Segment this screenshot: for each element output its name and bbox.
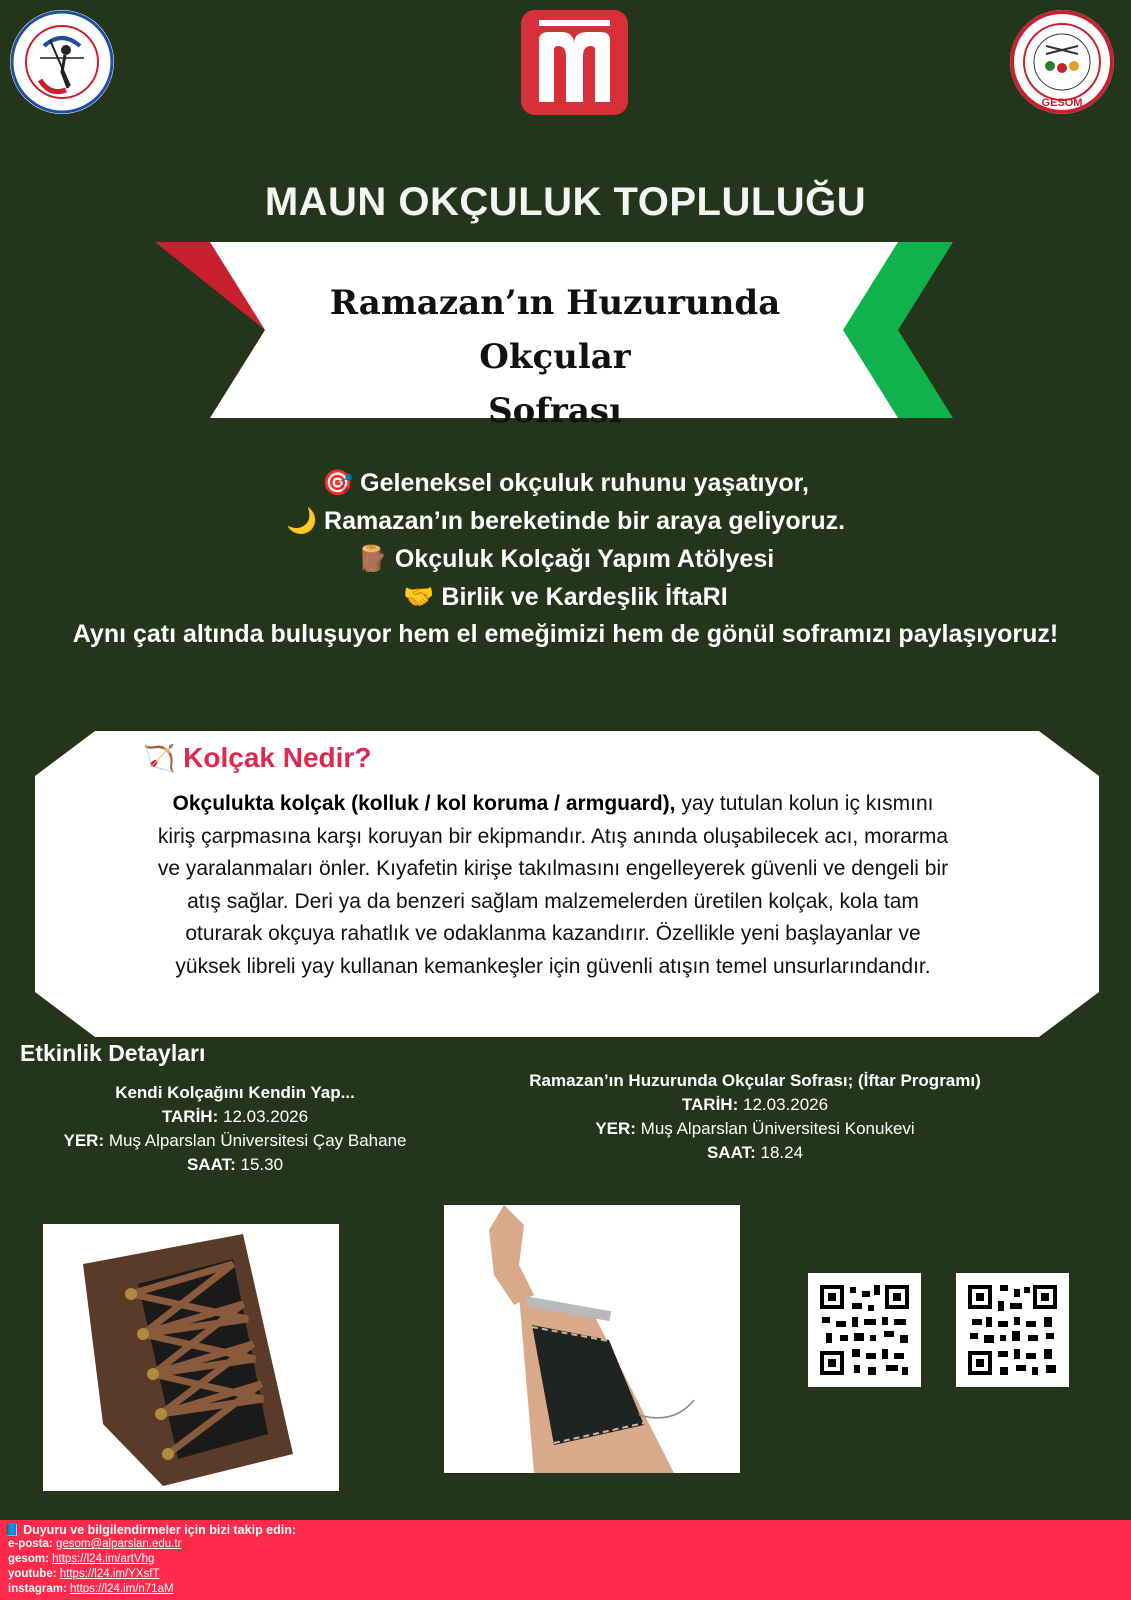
gesom-link[interactable]: https://l24.im/artVhg [52, 1553, 155, 1565]
event-place: Muş Alparslan Üniversitesi Konukevi [640, 1119, 915, 1138]
intro-line: 🎯 Geleneksel okçuluk ruhunu yaşatıyor, [322, 468, 809, 497]
intro-line: 🤝 Birlik ve Kardeşlik İftaRI [403, 582, 728, 611]
crescent-moon-icon: 🌙 [285, 506, 318, 535]
intro-line: 🪵 Okçuluk Kolçağı Yapım Atölyesi [356, 544, 775, 573]
handshake-icon: 🤝 [403, 582, 435, 611]
event-date: 12.03.2026 [222, 1107, 309, 1126]
event-iftar: Ramazan’ın Huzurunda Okçular Sofrası; (İftar Programı) TARİH: 12.03.2026 YER: Muş Alparslan Üniversitesi Konukevi SAAT: 18.24 [505, 1069, 1005, 1165]
event-date: 12.03.2026 [742, 1095, 829, 1114]
qr-code[interactable] [808, 1273, 921, 1387]
event-time: 15.30 [240, 1155, 284, 1174]
qr-code[interactable] [956, 1273, 1069, 1387]
intro-line: 🌙 Ramazan’ın bereketinde bir araya geliyoruz. [285, 506, 846, 535]
info-title: 🏹 Kolçak Nedir? [143, 742, 372, 774]
youtube-link[interactable]: https://l24.im/YXsfT [59, 1568, 160, 1580]
event-title: Ramazan’ın Huzurunda Okçular Sofrası; (İftar Programı) [529, 1071, 981, 1090]
club-title: MAUN OKÇULUK TOPLULUĞU [264, 180, 867, 224]
book-icon: 📘 [4, 1522, 20, 1537]
target-icon: 🎯 [322, 468, 354, 497]
event-title: Kendi Kolçağını Kendin Yap... [115, 1083, 355, 1102]
intro-line: Aynı çatı altında buluşuyor hem el emeğimizi hem de gönül soframızı paylaşıyoruz! [72, 620, 1059, 648]
footer-email: e-posta: gesom@alparslan.edu.tr [8, 1538, 182, 1550]
bow-and-arrow-icon: 🏹 [143, 744, 176, 774]
footer-gesom: gesom: https://l24.im/artVhg [8, 1553, 155, 1565]
event-place: Muş Alparslan Üniversitesi Çay Bahane [108, 1131, 407, 1150]
archery-club-logo [10, 10, 114, 114]
footer-heading: 📘 Duyuru ve bilgilendirmeler için bizi takip edin: [4, 1522, 297, 1537]
intro-text [0, 464, 1131, 653]
details-heading: Etkinlik Detayları [20, 1040, 206, 1066]
info-body: Okçulukta kolçak (kolluk / kol koruma / armguard), yay tutulan kolun iç kısmını kiriş çarpmasına karşı koruyan bir ekipmandır. Atış anında oluşabilecek acı, morarma ve yaralanmaları önler. Kıyafetin kirişe takılmasını engelleyerek güvenli ve dengeli bir atış sağlar. Deri ya da benzeri sağlam malzemelerden üretilen kolçak, kola tam oturarak okçuya rahatlık ve odaklanma kazandırır. Özellikle yeni başlayanlar ve yüksek libreli yay kullanan kemankeşler için güvenli atışın temel unsurlarındandır. [157, 792, 949, 978]
footer-youtube: youtube: https://l24.im/YXsfT [8, 1568, 160, 1580]
banner-title-line2: Sofrası [488, 391, 622, 431]
arm-with-armguard-photo [444, 1205, 740, 1473]
info-lead: Okçulukta kolçak (kolluk / kol koruma / armguard), [172, 792, 676, 815]
banner-title-line1: Ramazan’ın Huzurunda Okçular [329, 283, 781, 377]
wood-log-icon: 🪵 [356, 544, 388, 573]
svg-text:GESOM: GESOM [1041, 97, 1083, 109]
event-time: 18.24 [760, 1143, 804, 1162]
event-workshop: Kendi Kolçağını Kendin Yap... TARİH: 12.03.2026 YER: Muş Alparslan Üniversitesi Çay Bahane SAAT: 15.30 [35, 1081, 435, 1177]
footer-instagram: instagram: https://l24.im/n71aM [8, 1583, 174, 1595]
banner-title [255, 276, 855, 438]
university-logo [521, 10, 628, 115]
laced-armguard-photo [43, 1224, 339, 1491]
instagram-link[interactable]: https://l24.im/n71aM [70, 1583, 174, 1595]
gesom-logo [1010, 10, 1114, 114]
email-link[interactable]: gesom@alparslan.edu.tr [55, 1538, 182, 1550]
